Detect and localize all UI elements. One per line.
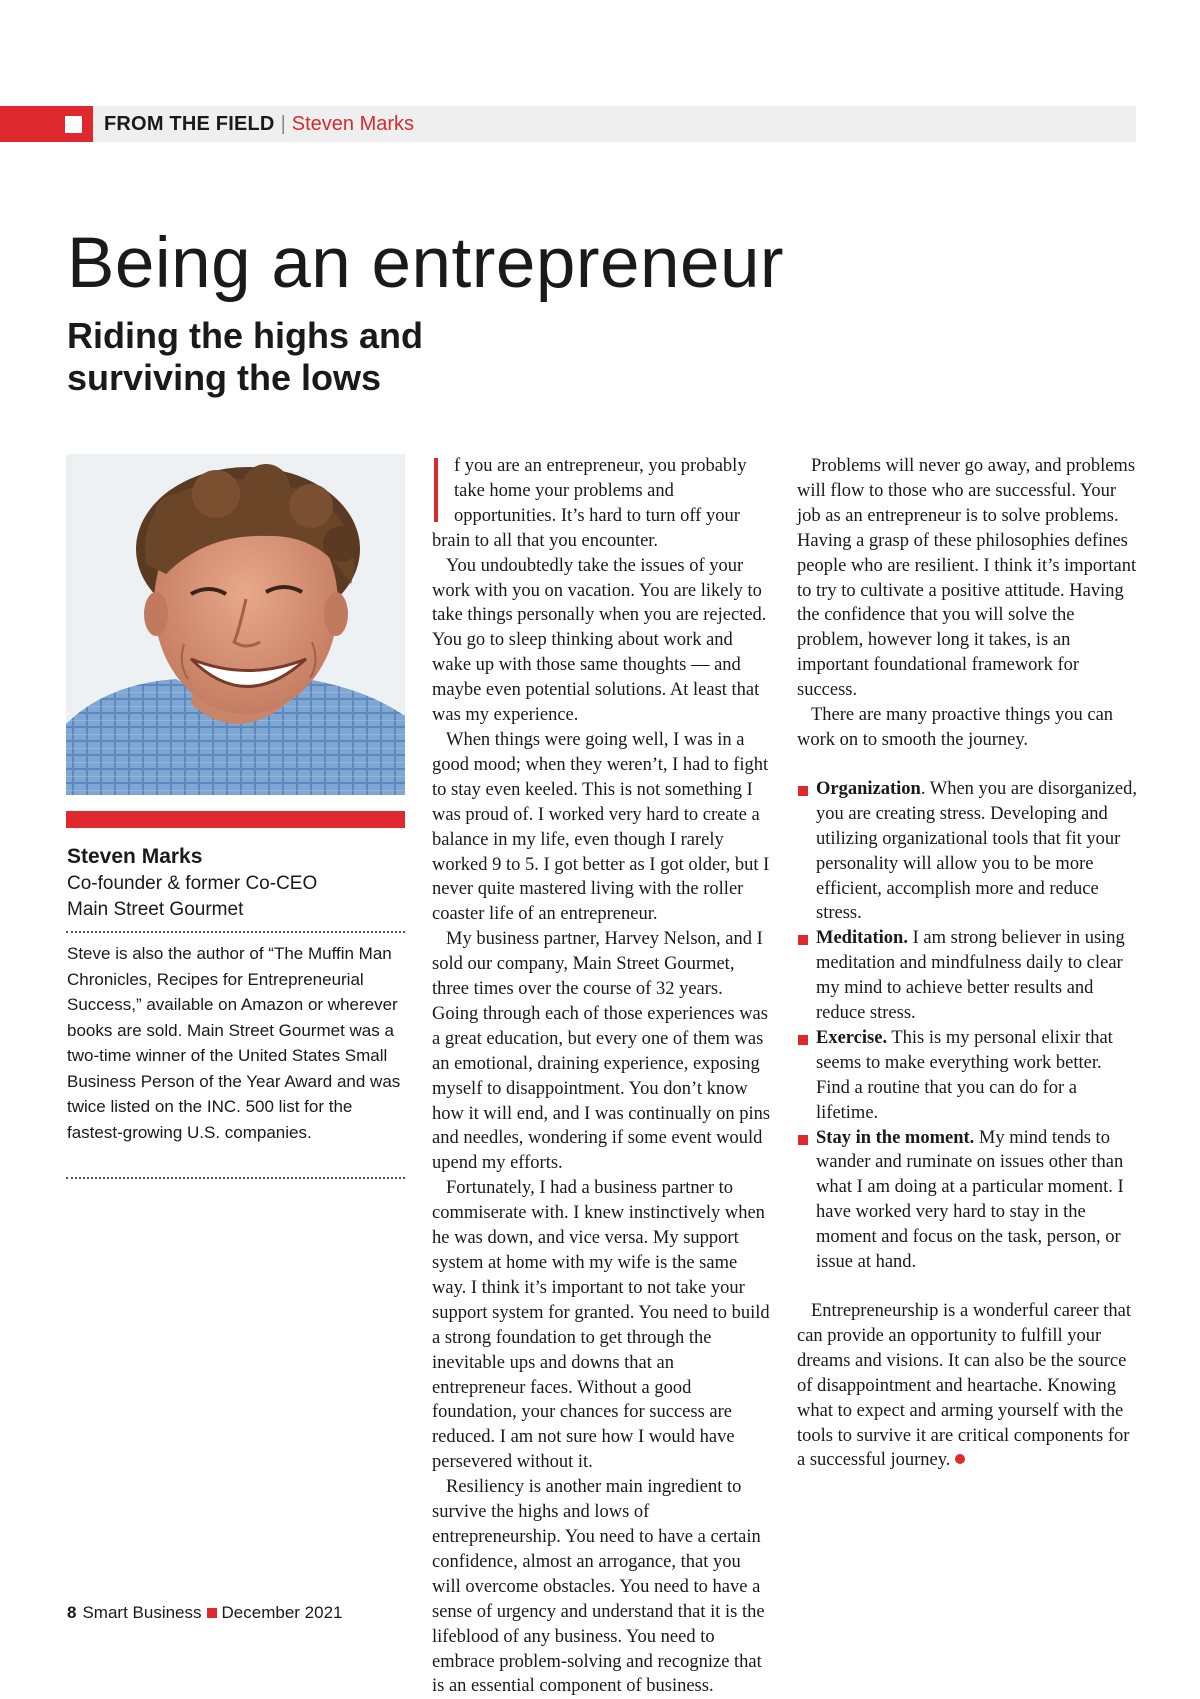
bio-description: Steve is also the author of “The Muffin Man Chronicles, Recipes for Entrepreneurial Success,” available on Amazon or wherever books are sold. Main Street Gourmet was a two-time winner of the United States Small Business Person of the Year Award and was twice listed on the INC. 500 list for the fastest-growing U.S. companies. [67, 941, 407, 1145]
body-paragraph-6: Resiliency is another main ingredient to survive the highs and lows of entrepreneurship. You need to have a certain confidence, almost an arrogance, that you will overcome obstacles. You need to have a sense of urgency and understand that it is the lifeblood of any business. You need to embrace problem-solving and recognize that is an essential component of business. [432, 1475, 772, 1699]
tip-item [797, 777, 1137, 926]
closing-text: Entrepreneurship is a wonderful career that can provide an opportunity to fulfill your dreams and visions. It can also be the source of disappointment and heartache. Knowing what to expect and arming yourself with the tools to survive it are critical components for a successful journey. [797, 1301, 1131, 1470]
bullet-square-icon [798, 1135, 808, 1145]
body-paragraph-4: My business partner, Harvey Nelson, and I sold our company, Main Street Gourmet, three times over the course of 32 years. Going through each of those experiences was a great education, but every one of them was an emotional, draining experience, exposing myself to disappointment. You don’t know how it will end, and I was continually on pins and needles, wondering if some event would upend my efforts. [432, 927, 772, 1176]
bio-company: Main Street Gourmet [67, 897, 243, 923]
bullet-square-icon [798, 786, 808, 796]
body-paragraph-1 [432, 454, 772, 554]
tip-item [797, 926, 1137, 1026]
body-paragraph-7: Problems will never go away, and problems will flow to those who are successful. Your job as an entrepreneur is to solve problems. Having a grasp of these philosophies defines people who are resilient. I think it’s important to try to cultivate a positive attitude. Having the confidence that you will solve the problem, however long it takes, is an important foundational framework for success. [797, 454, 1137, 703]
body-paragraph-1-text: f you are an entrepreneur, you probably take home your problems and opportunities. It’s hard to turn off your brain to all that you encounter. [432, 456, 747, 551]
article-title: Being an entrepreneur [67, 224, 784, 304]
body-paragraph-8: There are many proactive things you can work on to smooth the journey. [797, 703, 1137, 753]
body-paragraph-5: Fortunately, I had a business partner to commiserate with. I knew instinctively when he was down, and vice versa. My support system at home with my wife is the same way. I think it’s important to not take your support system for granted. You need to build a strong foundation to get through the inevitable ups and downs that an entrepreneur faces. Without a good foundation, your chances for success are reduced. I am not sure how I would have persevered without it. [432, 1176, 772, 1475]
tip-title: Exercise. [816, 1028, 887, 1048]
paragraph-gap [797, 753, 1137, 777]
page-footer [67, 1602, 342, 1624]
section-kicker: FROM THE FIELD [104, 113, 275, 135]
bio-divider-bottom [66, 1177, 405, 1179]
section-header [104, 111, 414, 137]
dropcap-bar [434, 458, 438, 522]
tip-item [797, 1126, 1137, 1275]
bullet-square-icon [798, 935, 808, 945]
tip-title: Meditation. [816, 928, 908, 948]
page-number: 8 [67, 1603, 76, 1622]
bio-name: Steven Marks [67, 844, 202, 870]
photo-accent-bar [66, 811, 405, 828]
footer-square-icon [207, 1608, 217, 1618]
end-mark-icon [955, 1454, 965, 1464]
author-portrait-image [66, 454, 405, 795]
body-column-1 [432, 454, 772, 1699]
closing-paragraph [797, 1299, 1137, 1473]
body-paragraph-3: When things were going well, I was in a good mood; when they weren’t, I had to fight to stay even keeled. This is not something I was proud of. I worked very hard to create a balance in my life, even though I rarely worked 9 to 5. I got better as I got older, but I never quite mastered living with the roller coaster life of an entrepreneur. [432, 728, 772, 927]
body-paragraph-2: You undoubtedly take the issues of your work with you on vacation. You are likely to take things personally when you are rejected. You go to sleep thinking about work and wake up with those same thoughts — and maybe even potential solutions. At least that was my experience. [432, 554, 772, 728]
bullet-square-icon [798, 1035, 808, 1045]
paragraph-gap [797, 1275, 1137, 1299]
tip-text: This is my personal elixir that seems to make everything work better. Find a routine that you can do for a lifetime. [816, 1028, 1113, 1123]
dropcap [432, 456, 446, 526]
publication-name: Smart Business [82, 1603, 201, 1622]
header-square-icon [65, 116, 82, 133]
tip-text: I am strong believer in using meditation and mindfulness daily to clear my mind to achieve better results and reduce stress. [816, 928, 1125, 1023]
article-subtitle: Riding the highs and surviving the lows [67, 315, 487, 399]
header-separator: | [281, 113, 286, 135]
tip-item [797, 1026, 1137, 1126]
bio-divider-top [66, 931, 405, 933]
tip-title: Stay in the moment. [816, 1128, 974, 1148]
header-author: Steven Marks [292, 113, 414, 135]
issue-date: December 2021 [222, 1603, 343, 1622]
tip-title: Organization [816, 779, 921, 799]
body-column-2 [797, 454, 1137, 1473]
tip-text: . When you are disorganized, you are creating stress. Developing and utilizing organizational tools that fit your personality will allow you to be more efficient, accomplish more and reduce stress. [816, 779, 1137, 924]
tips-list [797, 777, 1137, 1275]
tip-text: My mind tends to wander and ruminate on issues other than what I am doing at a particular moment. I have worked very hard to stay in the moment and focus on the task, person, or issue at hand. [816, 1128, 1124, 1273]
author-photo [66, 454, 405, 795]
bio-role: Co-founder & former Co-CEO [67, 871, 317, 897]
